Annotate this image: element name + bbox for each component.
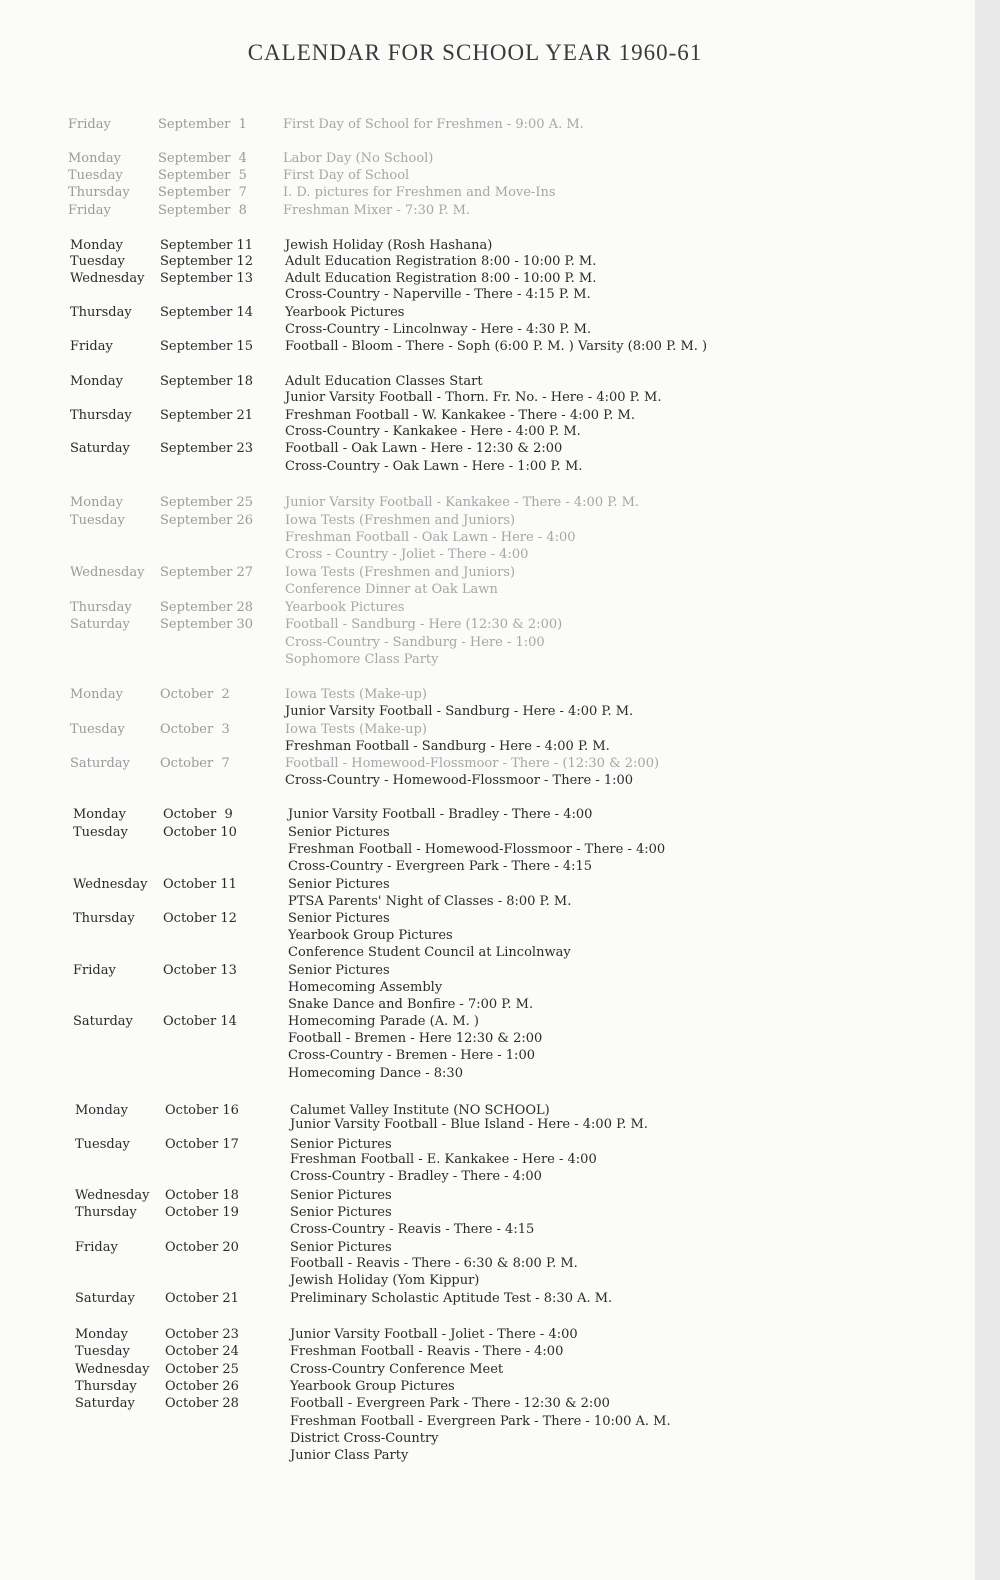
date-label: October 26	[165, 1379, 239, 1394]
date-label: September 11	[160, 238, 254, 253]
date-label: October 12	[163, 911, 237, 926]
event-text: Senior Pictures	[290, 1205, 392, 1220]
event-text: Football - Bremen - Here 12:30 & 2:00	[288, 1031, 543, 1046]
event-text: Football - Evergreen Park - There - 12:30 & 2:00	[290, 1396, 610, 1411]
event-text: Senior Pictures	[290, 1188, 392, 1203]
day-label: Thursday	[73, 911, 135, 926]
date-label: September 14	[160, 305, 254, 320]
event-text: Labor Day (No School)	[283, 151, 434, 166]
event-text: Snake Dance and Bonfire - 7:00 P. M.	[288, 997, 534, 1012]
date-label: October 2	[160, 687, 230, 702]
event-text: Cross-Country Conference Meet	[290, 1362, 504, 1377]
event-text: Junior Varsity Football - Bradley - There - 4:00	[288, 807, 593, 822]
day-label: Tuesday	[70, 722, 125, 737]
event-text: Freshman Football - Homewood-Flossmoor - There - 4:00	[288, 842, 666, 857]
date-label: October 14	[163, 1014, 237, 1029]
date-label: October 16	[165, 1103, 239, 1118]
date-label: October 10	[163, 825, 237, 840]
event-text: Football - Reavis - There - 6:30 & 8:00 P. M.	[290, 1256, 578, 1271]
date-label: September 8	[158, 203, 247, 218]
event-text: Cross-Country - Evergreen Park - There - 4:15	[288, 859, 593, 874]
day-label: Tuesday	[73, 825, 128, 840]
event-text: Iowa Tests (Freshmen and Juniors)	[285, 565, 516, 580]
day-label: Monday	[70, 238, 123, 253]
day-label: Thursday	[68, 185, 130, 200]
day-label: Monday	[73, 807, 126, 822]
date-label: September 5	[158, 168, 247, 183]
date-label: October 13	[163, 963, 237, 978]
event-text: Junior Varsity Football - Thorn. Fr. No. - Here - 4:00 P. M.	[285, 390, 662, 405]
event-text: Sophomore Class Party	[285, 652, 439, 667]
event-text: Freshman Football - Sandburg - Here - 4:00 P. M.	[285, 739, 610, 754]
day-label: Tuesday	[70, 513, 125, 528]
event-text: Football - Homewood-Flossmoor - There - (12:30 & 2:00)	[285, 756, 660, 771]
day-label: Saturday	[70, 441, 130, 456]
day-label: Monday	[70, 687, 123, 702]
event-text: Cross-Country - Bremen - Here - 1:00	[288, 1048, 535, 1063]
date-label: September 18	[160, 374, 254, 389]
event-text: Cross-Country - Naperville - There - 4:15 P. M.	[285, 287, 591, 302]
event-text: Senior Pictures	[290, 1137, 392, 1152]
date-label: September 30	[160, 617, 254, 632]
day-label: Wednesday	[75, 1362, 150, 1377]
day-label: Monday	[68, 151, 121, 166]
event-text: Football - Oak Lawn - Here - 12:30 & 2:00	[285, 441, 563, 456]
event-text: Freshman Football - W. Kankakee - There - 4:00 P. M.	[285, 408, 635, 423]
day-label: Wednesday	[70, 271, 145, 286]
event-text: Jewish Holiday (Rosh Hashana)	[285, 238, 493, 253]
event-text: Yearbook Group Pictures	[288, 928, 453, 943]
day-label: Thursday	[70, 408, 132, 423]
date-label: October 24	[165, 1344, 239, 1359]
date-label: October 19	[165, 1205, 239, 1220]
date-label: October 21	[165, 1291, 239, 1306]
event-text: Freshman Football - Evergreen Park - There - 10:00 A. M.	[290, 1414, 671, 1429]
event-text: Freshman Football - E. Kankakee - Here - 4:00	[290, 1152, 597, 1167]
day-label: Wednesday	[70, 565, 145, 580]
date-label: September 21	[160, 408, 254, 423]
date-label: September 28	[160, 600, 254, 615]
event-text: Homecoming Parade (A. M. )	[288, 1014, 480, 1029]
event-text: Cross-Country - Bradley - There - 4:00	[290, 1169, 542, 1184]
event-text: Cross-Country - Lincolnway - Here - 4:30 P. M.	[285, 322, 592, 337]
date-label: September 7	[158, 185, 247, 200]
date-label: October 28	[165, 1396, 239, 1411]
day-label: Friday	[73, 963, 116, 978]
event-text: Senior Pictures	[288, 911, 390, 926]
event-text: Conference Dinner at Oak Lawn	[285, 582, 498, 597]
event-text: Senior Pictures	[288, 963, 390, 978]
event-text: Yearbook Pictures	[285, 600, 405, 615]
day-label: Saturday	[75, 1291, 135, 1306]
day-label: Friday	[70, 339, 113, 354]
event-text: Junior Varsity Football - Sandburg - Here - 4:00 P. M.	[285, 704, 634, 719]
event-text: Senior Pictures	[288, 825, 390, 840]
event-text: Calumet Valley Institute (NO SCHOOL)	[290, 1103, 550, 1118]
day-label: Monday	[70, 495, 123, 510]
event-text: Yearbook Pictures	[285, 305, 405, 320]
event-text: Football - Sandburg - Here (12:30 & 2:00)	[285, 617, 563, 632]
event-text: Adult Education Registration 8:00 - 10:00 P. M.	[285, 271, 597, 286]
day-label: Wednesday	[75, 1188, 150, 1203]
day-label: Saturday	[70, 617, 130, 632]
date-label: September 1	[158, 117, 247, 132]
date-label: October 20	[165, 1240, 239, 1255]
day-label: Wednesday	[73, 877, 148, 892]
day-label: Tuesday	[68, 168, 123, 183]
event-text: PTSA Parents' Night of Classes - 8:00 P. M.	[288, 894, 572, 909]
date-label: October 7	[160, 756, 230, 771]
event-text: Freshman Football - Oak Lawn - Here - 4:00	[285, 530, 576, 545]
date-label: September 13	[160, 271, 254, 286]
event-text: First Day of School for Freshmen - 9:00 A. M.	[283, 117, 584, 132]
date-label: October 25	[165, 1362, 239, 1377]
event-text: Junior Varsity Football - Joliet - There - 4:00	[290, 1327, 578, 1342]
event-text: I. D. pictures for Freshmen and Move-Ins	[283, 185, 556, 200]
day-label: Tuesday	[70, 254, 125, 269]
event-text: Junior Varsity Football - Blue Island - Here - 4:00 P. M.	[290, 1117, 648, 1132]
event-text: Senior Pictures	[290, 1240, 392, 1255]
event-text: Cross-Country - Kankakee - Here - 4:00 P. M.	[285, 424, 581, 439]
day-label: Friday	[75, 1240, 118, 1255]
date-label: October 17	[165, 1137, 239, 1152]
day-label: Thursday	[70, 305, 132, 320]
date-label: September 27	[160, 565, 254, 580]
event-text: Senior Pictures	[288, 877, 390, 892]
event-text: Cross-Country - Oak Lawn - Here - 1:00 P. M.	[285, 459, 583, 474]
day-label: Thursday	[75, 1379, 137, 1394]
event-text: Iowa Tests (Make-up)	[285, 687, 427, 702]
event-text: Cross-Country - Sandburg - Here - 1:00	[285, 635, 545, 650]
date-label: September 15	[160, 339, 254, 354]
date-label: October 11	[163, 877, 237, 892]
event-text: First Day of School	[283, 168, 410, 183]
day-label: Saturday	[70, 756, 130, 771]
day-label: Friday	[68, 203, 111, 218]
date-label: September 26	[160, 513, 254, 528]
day-label: Tuesday	[75, 1344, 130, 1359]
date-label: October 9	[163, 807, 233, 822]
day-label: Saturday	[75, 1396, 135, 1411]
day-label: Monday	[75, 1103, 128, 1118]
day-label: Thursday	[75, 1205, 137, 1220]
day-label: Friday	[68, 117, 111, 132]
event-text: Homecoming Dance - 8:30	[288, 1066, 463, 1081]
event-text: Adult Education Classes Start	[285, 374, 483, 389]
event-text: Freshman Football - Reavis - There - 4:00	[290, 1344, 564, 1359]
event-text: Homecoming Assembly	[288, 980, 443, 995]
event-text: Cross - Country - Joliet - There - 4:00	[285, 547, 529, 562]
event-text: Football - Bloom - There - Soph (6:00 P. M. ) Varsity (8:00 P. M. )	[285, 339, 708, 354]
date-label: October 23	[165, 1327, 239, 1342]
event-text: Cross-Country - Homewood-Flossmoor - There - 1:00	[285, 773, 634, 788]
date-label: September 23	[160, 441, 254, 456]
event-text: Cross-Country - Reavis - There - 4:15	[290, 1222, 535, 1237]
day-label: Tuesday	[75, 1137, 130, 1152]
event-text: Junior Varsity Football - Kankakee - There - 4:00 P. M.	[285, 495, 640, 510]
event-text: Preliminary Scholastic Aptitude Test - 8:30 A. M.	[290, 1291, 613, 1306]
date-label: September 4	[158, 151, 247, 166]
event-text: Iowa Tests (Make-up)	[285, 722, 427, 737]
event-text: Conference Student Council at Lincolnway	[288, 945, 571, 960]
event-text: Adult Education Registration 8:00 - 10:00 P. M.	[285, 254, 597, 269]
date-label: September 12	[160, 254, 254, 269]
event-text: Freshman Mixer - 7:30 P. M.	[283, 203, 471, 218]
event-text: District Cross-Country	[290, 1431, 439, 1446]
day-label: Saturday	[73, 1014, 133, 1029]
day-label: Monday	[75, 1327, 128, 1342]
date-label: October 18	[165, 1188, 239, 1203]
event-text: Iowa Tests (Freshmen and Juniors)	[285, 513, 516, 528]
event-text: Junior Class Party	[290, 1448, 409, 1463]
event-text: Jewish Holiday (Yom Kippur)	[290, 1273, 480, 1288]
event-text: Yearbook Group Pictures	[290, 1379, 455, 1394]
page-title: CALENDAR FOR SCHOOL YEAR 1960-61	[247, 40, 703, 65]
date-label: October 3	[160, 722, 230, 737]
day-label: Thursday	[70, 600, 132, 615]
date-label: September 25	[160, 495, 254, 510]
day-label: Monday	[70, 374, 123, 389]
